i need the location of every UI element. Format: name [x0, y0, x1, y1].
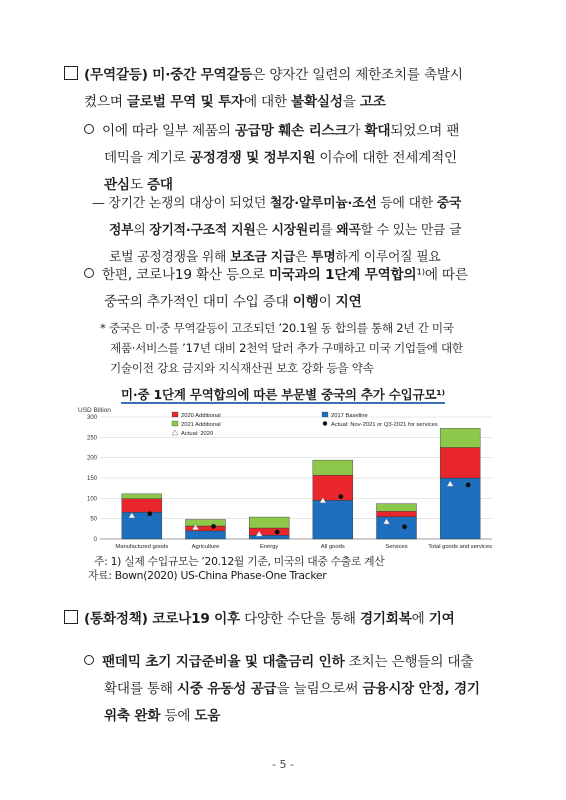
text: 은 [295, 250, 312, 265]
y-tick-label: 100 [86, 496, 97, 503]
text: 되었으며 팬 [390, 123, 460, 139]
chart-title [0, 385, 566, 403]
bullet3-line3 [84, 703, 524, 730]
text: 등에 대한 [376, 196, 437, 211]
dash1-paragraph [92, 190, 524, 271]
section2-paragraph [64, 606, 524, 633]
text: 중국의 추가적인 대미 수입 증대 [104, 294, 293, 310]
x-tick-label: All goods [320, 544, 345, 550]
text: 이 [318, 294, 336, 310]
chart-legend [172, 412, 438, 437]
marker-actual-2021 [275, 530, 280, 535]
x-tick-label: Services [385, 544, 408, 550]
text-bold: 보조금 지급 [230, 250, 296, 265]
y-tick-label: 50 [90, 516, 97, 523]
bullet-circle-icon [84, 124, 94, 134]
bullet1-line1 [84, 118, 524, 145]
marker-actual-2021 [466, 483, 471, 488]
text-bold: 위축 완화 [104, 708, 161, 724]
bullet1-line2 [84, 145, 524, 172]
legend-swatch [172, 421, 178, 426]
y-tick-label: 0 [93, 537, 97, 543]
chart-x-labels [115, 544, 492, 550]
section1-paragraph [64, 62, 524, 116]
marker-actual-2021 [338, 494, 343, 499]
text-bold: 관심 [104, 177, 130, 193]
bar-segment [313, 460, 353, 475]
legend-label: Actual: Nov-2021 or Q3-2021 for services [331, 422, 438, 428]
text: 켰으며 [84, 94, 127, 110]
text: 의 [133, 223, 150, 238]
dash1-line2 [92, 217, 524, 244]
bullet-circle-icon [84, 268, 94, 278]
text-bold: 시장원리 [271, 223, 321, 238]
y-tick-label: 150 [86, 476, 97, 482]
marker-actual-2021 [402, 524, 407, 529]
bar-segment [249, 517, 289, 528]
checkbox-square-icon [64, 610, 78, 624]
text-bold: 왜곡 [336, 223, 361, 238]
text: 데믹을 계기로 [104, 150, 190, 166]
text-bold: 경기회복 [359, 611, 412, 627]
text-bold: 장기적·구조적 지원 [149, 223, 256, 238]
bar-segment [186, 526, 226, 531]
bar-segment [377, 511, 417, 516]
text: 확대를 통해 [104, 681, 177, 697]
text: 이에 따라 일부 제품의 [102, 123, 235, 139]
legend-label: Actual: 2020 [181, 431, 214, 437]
bullet-circle-icon [84, 655, 94, 665]
text-bold: 증대 [146, 177, 173, 193]
bullet2-line2 [84, 289, 524, 316]
text: 도 [129, 177, 147, 193]
text-bold: 팬데믹 초기 지급준비율 및 대출금리 인하 [102, 654, 345, 670]
section1-line1 [64, 62, 524, 89]
text: 은 양자간 일련의 제한조치를 촉발시 [252, 67, 463, 83]
text-bold: 정부 [109, 223, 134, 238]
legend-swatch [322, 412, 328, 417]
x-tick-label: Manufactured goods [115, 544, 169, 550]
bar-segment [440, 448, 480, 479]
text: ¹⁾에 따른 [416, 267, 468, 283]
x-tick-label: Agriculture [191, 544, 220, 550]
bullet3-line2 [84, 676, 524, 703]
footnote-line3: 기술이전 강요 금지와 지식재산권 보호 강화 등을 약속 [110, 361, 374, 375]
dash1-line1 [92, 190, 524, 217]
footnote [100, 318, 530, 378]
text-bold: 금융시장 안정, 경기 [362, 681, 480, 697]
text: 가 [347, 123, 365, 139]
text-bold: 공정경쟁 및 정부지원 [189, 150, 316, 166]
page-number: - 5 - [272, 758, 294, 771]
bar-segment [313, 500, 353, 539]
text: 를 [320, 223, 337, 238]
text-bold: 시중 유동성 공급 [176, 681, 277, 697]
bullet2-line1 [84, 262, 524, 289]
footnote-line2: 제품·서비스를 ’17년 대비 2천억 달러 추가 구매하고 미국 기업들에 대한 [110, 341, 463, 355]
text-bold: 중국 [436, 196, 462, 211]
x-tick-label: Energy [259, 544, 279, 550]
bar-segment [377, 517, 417, 539]
legend-label: 2017 Baseline [331, 413, 368, 419]
text: 에 대한 [243, 94, 292, 110]
text-bold: 확대 [364, 123, 391, 139]
legend-label: 2021 Additional [181, 422, 221, 428]
text: 등에 [160, 708, 195, 724]
section2-heading: (통화정책) 코로나19 이후 [84, 611, 240, 627]
text: 을 늘림으로써 [276, 681, 363, 697]
chart-source: 자료: Bown(2020) US-China Phase-One Tracker [88, 569, 327, 582]
chart-note: 주: 1) 실제 수입규모는 ’20.12월 기준, 미국의 대중 수출로 계산 [94, 555, 385, 568]
text: 을 [342, 94, 360, 110]
legend-marker-dot [323, 421, 327, 425]
bullet2-paragraph [84, 262, 524, 316]
text: 하게 이루어질 필요 [335, 250, 441, 265]
y-tick-label: 250 [86, 435, 97, 442]
text-bold: 철강·알루미늄·조선 [269, 196, 377, 211]
text: — 장기간 논쟁의 대상이 되었던 [92, 196, 270, 211]
y-tick-label: 300 [86, 415, 97, 421]
text-bold: 지연 [335, 294, 362, 310]
bar-segment [377, 504, 417, 512]
chart-title-text: 미·중 1단계 무역합의에 따른 부문별 중국의 추가 수입규모¹⁾ [121, 387, 445, 402]
text: 로벌 공정경쟁을 위해 [109, 250, 231, 265]
text: 한편, 코로나19 확산 등으로 [102, 267, 269, 283]
chart-unit-label: USD Billion [78, 407, 111, 414]
chart-bars [122, 428, 480, 539]
x-tick-label: Total goods and services [428, 544, 493, 550]
bar-segment [249, 535, 289, 539]
text-bold: 이행 [292, 294, 319, 310]
text: 이슈에 대한 전세계적인 [315, 150, 457, 166]
text-bold: 공급망 훼손 리스크 [234, 123, 348, 139]
bar-segment [122, 494, 162, 499]
section1-heading: (무역갈등) 미·중간 무역갈등 [84, 67, 253, 83]
bar-segment [313, 475, 353, 500]
bar-segment [186, 519, 226, 526]
text-bold: 고조 [359, 94, 386, 110]
text-bold: 미국과의 1단계 무역합의 [268, 267, 417, 283]
text-bold: 투명 [311, 250, 336, 265]
marker-actual-2021 [211, 524, 216, 529]
text: 에 [411, 611, 429, 627]
bullet1-paragraph [84, 118, 524, 199]
checkbox-square-icon [64, 66, 78, 80]
text-bold: 글로벌 무역 및 투자 [126, 94, 244, 110]
y-tick-label: 200 [86, 455, 97, 462]
text: 할 수 있는 만큼 글 [360, 223, 462, 238]
bar-segment [440, 428, 480, 447]
legend-marker-triangle [172, 430, 178, 435]
text-bold: 불확실성 [291, 94, 343, 110]
marker-actual-2021 [147, 511, 152, 516]
bullet3-paragraph [84, 649, 524, 730]
bar-segment [440, 478, 480, 539]
bar-segment [122, 499, 162, 512]
bullet3-line1 [84, 649, 524, 676]
text: 조치는 은행들의 대출 [344, 654, 474, 670]
bar-chart [78, 404, 498, 554]
footnote-line1: * 중국은 미·중 무역갈등이 고조되던 ’20.1월 동 합의를 통해 2년 간 미국 [100, 321, 454, 335]
legend-label: 2020 Additional [181, 413, 221, 419]
text-bold: 도움 [194, 708, 221, 724]
legend-swatch [172, 412, 178, 417]
text: 은 [255, 223, 272, 238]
bar-segment [186, 531, 226, 539]
bar-segment [122, 512, 162, 539]
section1-line2 [64, 89, 524, 116]
chart-markers [129, 481, 471, 536]
bar-segment [249, 528, 289, 535]
text-bold: 기여 [428, 611, 455, 627]
section2-line1 [64, 606, 524, 633]
text: 다양한 수단을 통해 [240, 611, 360, 627]
